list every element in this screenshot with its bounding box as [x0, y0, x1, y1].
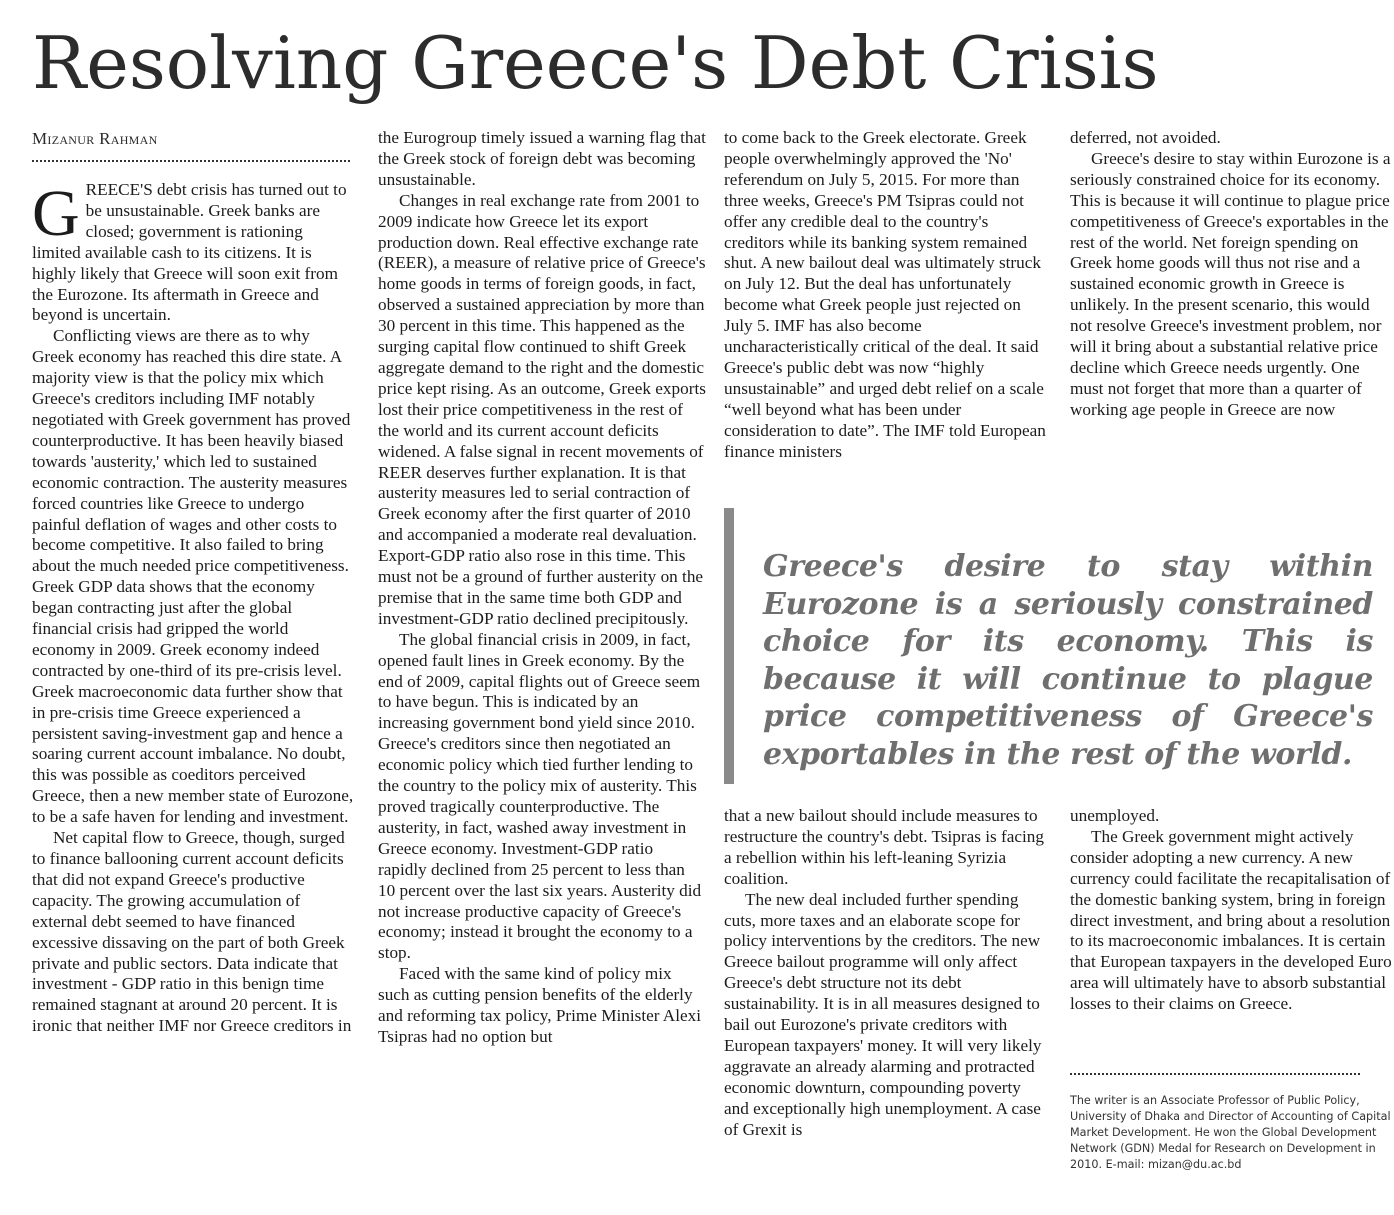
lead-text: REECE'S debt crisis has turned out to be unsustainable. Greek banks are closed; government is rationing limited available cash to its citizens. It is highly likely that Greece will soon exit from the Eurozone. Its aftermath in Greece and beyond is uncertain. — [32, 180, 347, 325]
paragraph: Conflicting views are there as to why Greek economy has reached this dire state. A majority view is that the policy mix which Greece's creditors including IMF notably negotiated with Greek government has proved counterproductive. It has been heavily biased towards 'austerity,' which led to sustained economic contraction. The austerity measures forced countries like Greece to undergo painful deflation of wages and other costs to become competitive. It also failed to bring about the much needed price competitiveness. Greek GDP data shows that the economy began contracting just after the global financial crisis had gripped the world economy in 2009. Greek economy indeed contracted by one-third of its pre-crisis level. Greek macroeconomic data further show that in pre-crisis time Greece experienced a persistent saving-investment gap and hence a soaring current account imbalance. No doubt, this was possible as coeditors perceived Greece, then a new member state of Eurozone, to be a safe haven for lending and investment. — [32, 326, 354, 827]
byline-divider — [32, 160, 350, 162]
headline: Resolving Greece's Debt Crisis — [32, 21, 1159, 105]
column-3-bottom — [724, 806, 1050, 1176]
paragraph: Changes in real exchange rate from 2001 to 2009 indicate how Greece let its export production down. Real effective exchange rate (REER), a measure of relative price of Greece's home goods in terms of foreign goods, in fact, observed a sustained appreciation by more than 30 percent in this time. This happened as the surging capital flow continued to shift Greek aggregate demand to the right and the domestic price kept rising. As an outcome, Greek exports lost their price competitiveness in the rest of the world and its current account deficits widened. A false signal in recent movements of REER deserves further explanation. It is that austerity measures led to serial contraction of Greek economy after the first quarter of 2010 and accompanied a moderate real devaluation. Export-GDP ratio also rose in this time. This must not be a ground of further austerity on the premise that in the same time both GDP and investment-GDP ratio declined precipitously. — [378, 190, 706, 628]
column-1 — [32, 128, 354, 1173]
paragraph: the Eurogroup timely issued a warning flag that the Greek stock of foreign debt was becoming unsustainable. — [378, 128, 706, 189]
paragraph: unemployed. — [1070, 806, 1160, 825]
paragraph: The new deal included further spending cuts, more taxes and an elaborate scope for policy interventions by the creditors. The new Greece bailout programme will only affect Greece's debt structure not its debt sustainability. It is in all measures designed to bail out Eurozone's private creditors with European taxpayers' money. It will very likely aggravate an already alarming and protracted economic downturn, compounding poverty and exceptionally high unemployment. A case of Grexit is — [724, 889, 1042, 1139]
paragraph: that a new bailout should include measures to restructure the country's debt. Tsipras is facing a rebellion within his left-leaning Syrizia coalition. — [724, 806, 1044, 888]
paragraph: deferred, not avoided. — [1070, 128, 1221, 147]
column-2 — [378, 128, 706, 1173]
paragraph: to come back to the Greek electorate. Greek people overwhelmingly approved the 'No' referendum on July 5, 2015. For more than three weeks, Greece's PM Tsipras could not offer any credible deal to the country's creditors while its banking system remained shut. A new bailout deal was ultimately struck on July 12. But the deal has unfortunately become what Greek people just rejected on July 5. IMF has also become uncharacteristically critical of the deal. It said Greece's public debt was now “highly unsustainable” and urged debt relief on a scale “well beyond what has been under consideration to date”. The IMF told European finance ministers — [724, 128, 1046, 461]
author-bio: The writer is an Associate Professor of Public Policy, University of Dhaka and Director of Accounting of Capital Market Development. He won the Global Development Network (GDN) Medal for Research on Development in 2010. E-mail: mizan@du.ac.bd — [1070, 1094, 1391, 1171]
bio-divider — [1070, 1073, 1360, 1075]
drop-cap: G — [32, 177, 80, 250]
paragraph: The Greek government might actively consider adopting a new currency. A new currency could facilitate the recapitalisation of the domestic banking system, bring in foreign direct investment, and bring about a resolution to its macroeconomic imbalances. It is certain that European taxpayers in the developed Euro area will ultimately have to absorb substantial losses to their claims on Greece. — [1070, 826, 1392, 1014]
pullquote-bar — [724, 508, 734, 784]
column-4-bottom — [1070, 806, 1394, 1066]
paragraph: Greece's desire to stay within Eurozone is a seriously constrained choice for its economy. This is because it will continue to plague price competitiveness of Greece's exportables in the rest of the world. Net foreign spending on Greek home goods will thus not rise and a sustained economic growth in Greece is unlikely. In the present scenario, this would not resolve Greece's investment problem, nor will it bring about a substantial relative price decline which Greece needs urgently. One must not forget that more than a quarter of working age people in Greece are now — [1070, 148, 1391, 419]
paragraph: The global financial crisis in 2009, in fact, opened fault lines in Greek economy. By the end of 2009, capital flights out of Greece seem to have begun. This is indicated by an increasing government bond yield since 2010. Greece's creditors since then negotiated an economic policy which tied further lending to the country to the policy mix of austerity. This proved tragically counterproductive. The austerity, in fact, washed away investment in Greece economy. Investment-GDP ratio rapidly declined from 25 percent to less than 10 percent over the last six years. Austerity did not increase productive capacity of Greece's economy; instead it brought the economy to a stop. — [378, 629, 702, 963]
byline: Mizanur Rahman — [32, 129, 158, 148]
lead-paragraph — [32, 177, 354, 326]
column-3-top — [724, 128, 1050, 488]
paragraph: Faced with the same kind of policy mix such as cutting pension benefits of the elderly and reforming tax policy, Prime Minister Alexi Tsipras had no option but — [378, 964, 701, 1046]
column-4-top — [1070, 128, 1394, 488]
paragraph: Net capital flow to Greece, though, surged to finance ballooning current account deficits that did not expand Greece's productive capacity. The growing accumulation of external debt seemed to have financed excessive dissaving on the part of both Greek private and public sectors. Data indicate that investment - GDP ratio in this benign time remained stagnant at around 20 percent. It is ironic that neither IMF nor Greece creditors in — [32, 828, 352, 1036]
pullquote: Greece's desire to stay within Eurozone is a seriously constrained choice for its economy. This is because it will continue to plague price competitiveness of Greece's exportables in the rest of the world. — [763, 549, 1373, 772]
